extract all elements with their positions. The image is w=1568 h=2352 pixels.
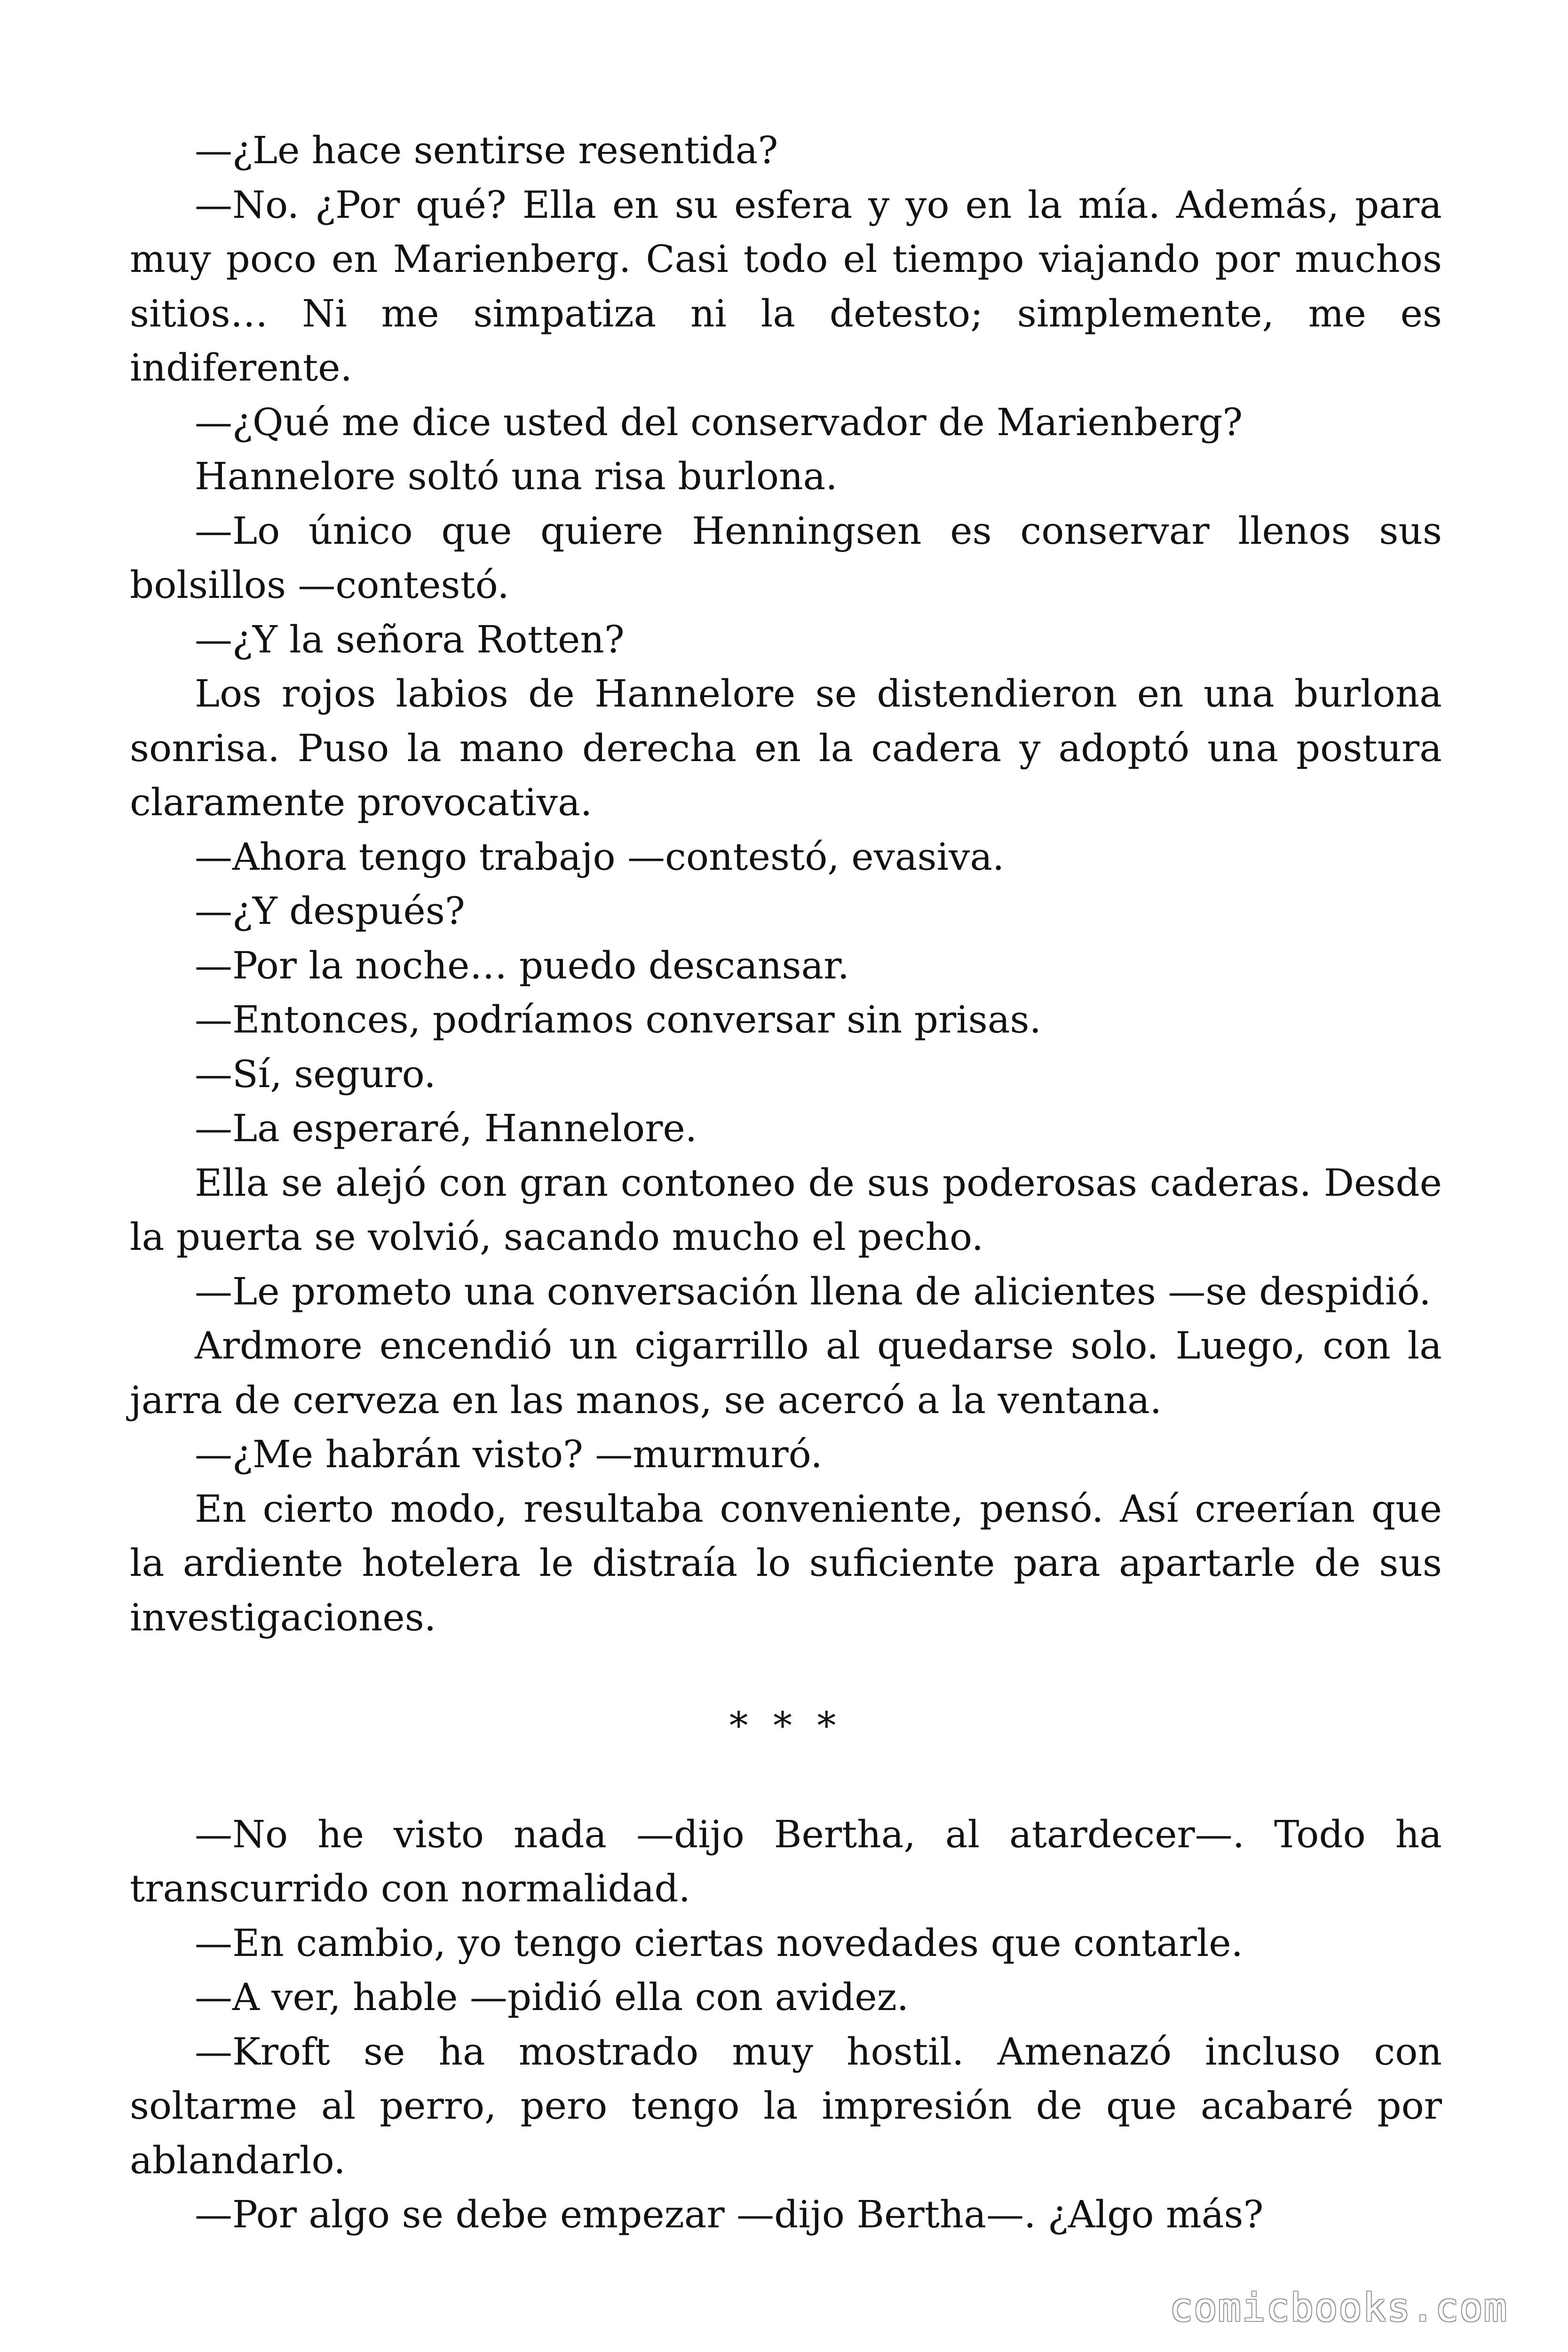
paragraph: —¿Qué me dice usted del conservador de Marienberg? [195, 400, 1243, 444]
watermark: comicbooks.com [1169, 2286, 1508, 2330]
paragraph: —¿Le hace sentirse resentida? [195, 128, 778, 172]
paragraph: —¿Y la señora Rotten? [195, 617, 625, 661]
paragraph: —¿Y después? [195, 889, 465, 933]
paragraph: Ella se alejó con gran contoneo de sus poderosas caderas. Desde la puerta se volvió, sacando mucho el pecho. [130, 1160, 1442, 1259]
paragraph: En cierto modo, resultaba conveniente, pensó. Así creerían que la ardiente hotelera le distraía lo suficiente para apartarle de sus investigaciones. [130, 1486, 1442, 1639]
paragraph: —Por algo se debe empezar —dijo Bertha—. ¿Algo más? [195, 2193, 1264, 2236]
paragraph: —Sí, seguro. [195, 1052, 436, 1096]
paragraph: Ardmore encendió un cigarrillo al quedarse solo. Luego, con la jarra de cerveza en las manos, se acercó a la ventana. [130, 1324, 1442, 1422]
paragraph: Hannelore soltó una risa burlona. [195, 454, 838, 498]
paragraph: —Por la noche… puedo descansar. [195, 943, 850, 987]
paragraph: Los rojos labios de Hannelore se distendieron en una burlona sonrisa. Puso la mano derecha en la cadera y adoptó una postura claramente provocativa. [130, 672, 1442, 824]
paragraph: —Kroft se ha mostrado muy hostil. Amenazó incluso con soltarme al perro, pero tengo la impresión de que acabaré por ablandarlo. [130, 2029, 1442, 2182]
page-body [130, 123, 1442, 2242]
paragraph: —¿Me habrán visto? —murmuró. [195, 1432, 823, 1476]
paragraph: —Ahora tengo trabajo —contestó, evasiva. [195, 834, 1005, 879]
text-block-after-break [130, 1807, 1442, 2242]
paragraph: —Le prometo una conversación llena de alicientes —se despidió. [195, 1269, 1431, 1313]
paragraph: —La esperaré, Hannelore. [195, 1106, 697, 1150]
paragraph: —No. ¿Por qué? Ella en su esfera y yo en la mía. Además, para muy poco en Marienberg. Casi todo el tiempo viajando por muchos sitios… Ni me simpatiza ni la detesto; simplemente, me es indiferente. [130, 183, 1442, 389]
scene-break: * * * [729, 1704, 843, 1748]
paragraph: —Entonces, podríamos conversar sin prisas. [195, 998, 1041, 1041]
paragraph: —A ver, hable —pidió ella con avidez. [195, 1975, 909, 2019]
paragraph: —Lo único que quiere Henningsen es conservar llenos sus bolsillos —contestó. [130, 509, 1442, 607]
paragraph: —No he visto nada —dijo Bertha, al atardecer—. Todo ha transcurrido con normalidad. [130, 1812, 1442, 1910]
text-block-before-break [130, 123, 1442, 1645]
paragraph: —En cambio, yo tengo ciertas novedades que contarle. [195, 1921, 1243, 1965]
